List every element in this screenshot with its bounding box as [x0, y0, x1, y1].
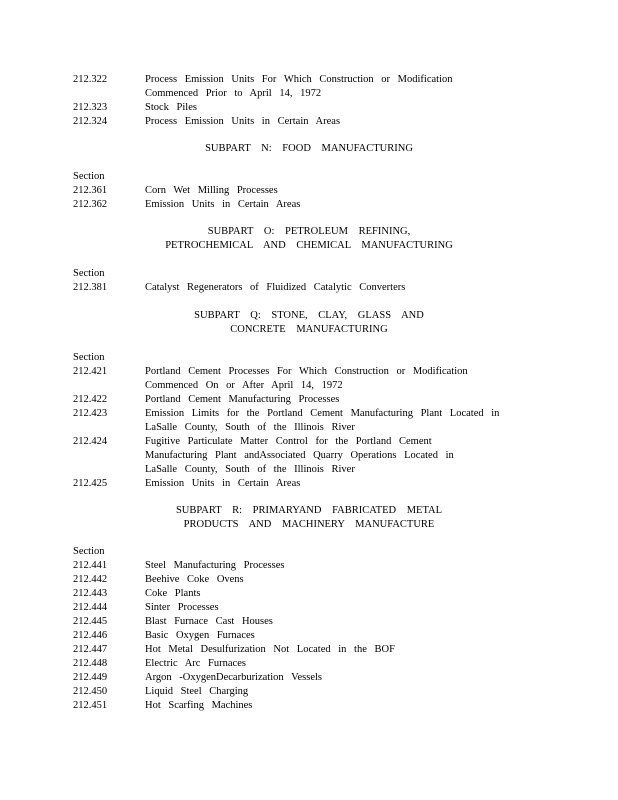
section-number: 212.425: [73, 478, 108, 489]
section-number: 212.445: [73, 616, 108, 627]
section-title: Portland Cement Processes For Which Construction or Modification: [145, 366, 468, 377]
section-title: Hot Scarfing Machines: [145, 700, 253, 711]
section-number: 212.324: [73, 116, 108, 127]
section-title: Stock Piles: [145, 102, 197, 113]
subpart-o-heading-line-2: PETROCHEMICAL AND CHEMICAL MANUFACTURING: [165, 240, 453, 251]
section-column-label: Section: [73, 546, 105, 557]
section-number: 212.447: [73, 644, 108, 655]
section-number: 212.451: [73, 700, 108, 711]
section-number: 212.443: [73, 588, 108, 599]
toc-entry: [73, 393, 558, 407]
section-number: 212.422: [73, 394, 108, 405]
section-number: 212.424: [73, 436, 108, 447]
section-title: Sinter Processes: [145, 602, 219, 613]
toc-entry: [73, 365, 558, 379]
section-number: 212.441: [73, 560, 108, 571]
toc-entry: [73, 435, 558, 449]
section-title: Liquid Steel Charging: [145, 686, 249, 697]
toc-entry: [73, 115, 558, 129]
section-title: Hot Metal Desulfurization Not Located in the BOF: [145, 644, 395, 655]
toc-entry: [73, 601, 558, 615]
toc-entry: [73, 184, 558, 198]
section-number: 212.442: [73, 574, 108, 585]
toc-entry: [73, 699, 558, 713]
toc-entry: [73, 671, 558, 685]
toc-entry: [73, 407, 558, 421]
section-number: 212.450: [73, 686, 108, 697]
section-title-continued: LaSalle County, South of the Illinois River: [145, 464, 355, 475]
section-title: Emission Limits for the Portland Cement Manufacturing Plant Located in: [145, 408, 500, 419]
toc-entry: [73, 615, 558, 629]
toc-entry-continuation: [73, 449, 558, 463]
section-title: Catalyst Regenerators of Fluidized Catalytic Converters: [145, 282, 406, 293]
section-title: Process Emission Units For Which Construction or Modification: [145, 74, 453, 85]
subpart-q-heading: SUBPART Q: STONE, CLAY, GLASS AND: [194, 310, 424, 321]
section-number: 212.448: [73, 658, 108, 669]
subpart-r-heading-line-2: PRODUCTS AND MACHINERY MANUFACTURE: [183, 519, 435, 530]
section-title: Blast Furnace Cast Houses: [145, 616, 273, 627]
toc-entry: [73, 477, 558, 491]
section-number: 212.444: [73, 602, 108, 613]
toc-entry: [73, 559, 558, 573]
toc-entry: [73, 643, 558, 657]
toc-entry-continuation: [73, 421, 558, 435]
toc-entry: [73, 629, 558, 643]
toc-entry: [73, 198, 558, 212]
section-number: 212.362: [73, 199, 108, 210]
section-number: 212.322: [73, 74, 108, 85]
section-title: Fugitive Particulate Matter Control for the Portland Cement: [145, 436, 432, 447]
section-title-continued: LaSalle County, South of the Illinois River: [145, 422, 355, 433]
subpart-q-heading-line-2: CONCRETE MANUFACTURING: [230, 324, 388, 335]
toc-entry: [73, 101, 558, 115]
section-number: 212.423: [73, 408, 108, 419]
toc-entry: [73, 281, 558, 295]
section-title: Steel Manufacturing Processes: [145, 560, 285, 571]
toc-entry: [73, 587, 558, 601]
section-title: Process Emission Units in Certain Areas: [145, 116, 341, 127]
section-title-continued: Manufacturing Plant andAssociated Quarry Operations Located in: [145, 450, 454, 461]
section-title: Emission Units in Certain Areas: [145, 199, 301, 210]
section-number: 212.381: [73, 282, 108, 293]
subpart-o-heading: SUBPART O: PETROLEUM REFINING,: [207, 226, 411, 237]
toc-entry-continuation: [73, 463, 558, 477]
toc-entry-continuation: [73, 379, 558, 393]
section-column-label: Section: [73, 268, 105, 279]
section-number: 212.421: [73, 366, 108, 377]
subpart-r-heading: SUBPART R: PRIMARYAND FABRICATED METAL: [175, 505, 443, 516]
section-number: 212.446: [73, 630, 108, 641]
section-title-continued: Commenced Prior to April 14, 1972: [145, 88, 322, 99]
toc-entry: [73, 573, 558, 587]
toc-entry: [73, 657, 558, 671]
toc-entry: [73, 73, 558, 87]
toc-entry-continuation: [73, 87, 558, 101]
section-title: Corn Wet Milling Processes: [145, 185, 278, 196]
section-title: Argon -OxygenDecarburization Vessels: [145, 672, 322, 683]
section-title: Beehive Coke Ovens: [145, 574, 244, 585]
section-number: 212.323: [73, 102, 108, 113]
section-title: Basic Oxygen Furnaces: [145, 630, 255, 641]
section-column-label: Section: [73, 171, 105, 182]
subpart-n-heading: SUBPART N: FOOD MANUFACTURING: [205, 143, 413, 154]
section-title: Emission Units in Certain Areas: [145, 478, 301, 489]
section-number: 212.449: [73, 672, 108, 683]
section-number: 212.361: [73, 185, 108, 196]
section-title-continued: Commenced On or After April 14, 1972: [145, 380, 343, 391]
section-column-label: Section: [73, 352, 105, 363]
section-title: Portland Cement Manufacturing Processes: [145, 394, 340, 405]
toc-entry: [73, 685, 558, 699]
section-title: Coke Plants: [145, 588, 201, 599]
section-title: Electric Arc Furnaces: [145, 658, 246, 669]
